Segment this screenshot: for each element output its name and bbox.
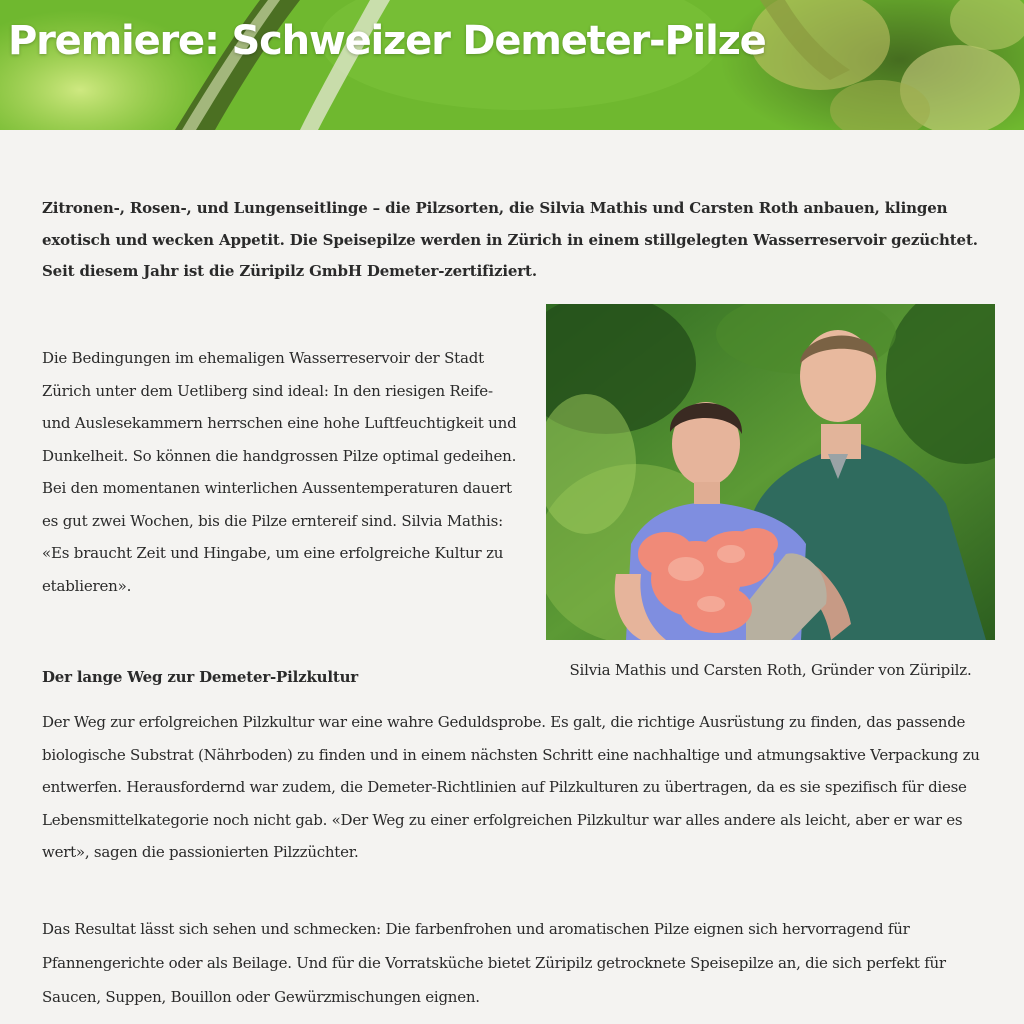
article-paragraph-2: Der Weg zur erfolgreichen Pilzkultur war eine wahre Geduldsprobe. Es galt, die richtige Ausrüstung zu finden, das passende biologische Substrat (Nährboden) zu finden und in einem nächsten Schritt eine nachhaltige und atmungsaktive Verpackung zu entwerfen. Herausfordernd war zudem, die Demeter-Richtlinien auf Pilzkulturen zu übertragen, da es sie spezifisch für diese Lebensmittelkategorie noch nicht gab. «Der Weg zu einer erfolgreichen Pilzkultur war alles andere als leicht, aber er war es wert», sagen die passionierten Pilzzüchter.: [42, 713, 980, 861]
page-title: Premiere: Schweizer Demeter-Pilze: [8, 18, 766, 64]
section-heading: Der lange Weg zur Demeter-Pilzkultur: [42, 668, 358, 686]
article-lead: Zitronen-, Rosen-, und Lungenseitlinge – die Pilzsorten, die Silvia Mathis und Carsten Roth anbauen, klingen exotisch und wecken Appetit. Die Speisepilze werden in Zürich in einem stillgelegten Wasserreservoir gezüchtet. Seit diesem Jahr ist die Züripilz GmbH Demeter-zertifiziert.: [42, 199, 978, 280]
article-paragraph-3: Das Resultat lässt sich sehen und schmecken: Die farbenfrohen und aromatischen Pilze eignen sich hervorragend für Pfannengerichte oder als Beilage. Und für die Vorratsküche bietet Züripilz getrocknete Speisepilze an, die sich perfekt für Saucen, Suppen, Bouillon oder Gewürzmischungen eignen.: [42, 920, 946, 1006]
photo-founders-with-oyster-mushrooms-icon: [546, 304, 995, 640]
photo-caption: Silvia Mathis und Carsten Roth, Gründer von Züripilz.: [569, 661, 972, 679]
founders-photo: [546, 304, 995, 640]
article-paragraph-1: Die Bedingungen im ehemaligen Wasserreservoir der Stadt Zürich unter dem Uetliberg sind ideal: In den riesigen Reife- und Auslesekammern herrschen eine hohe Luftfeuchtigkeit und Dunkelheit. So können die handgrossen Pilze optimal gedeihen. Bei den momentanen winterlichen Aussentemperaturen dauert es gut zwei Wochen, bis die Pilze erntereif sind. Silvia Mathis: «Es braucht Zeit und Hingabe, um eine erfolgreiche Kultur zu etablieren».: [42, 349, 517, 595]
header-banner: [0, 0, 1024, 130]
